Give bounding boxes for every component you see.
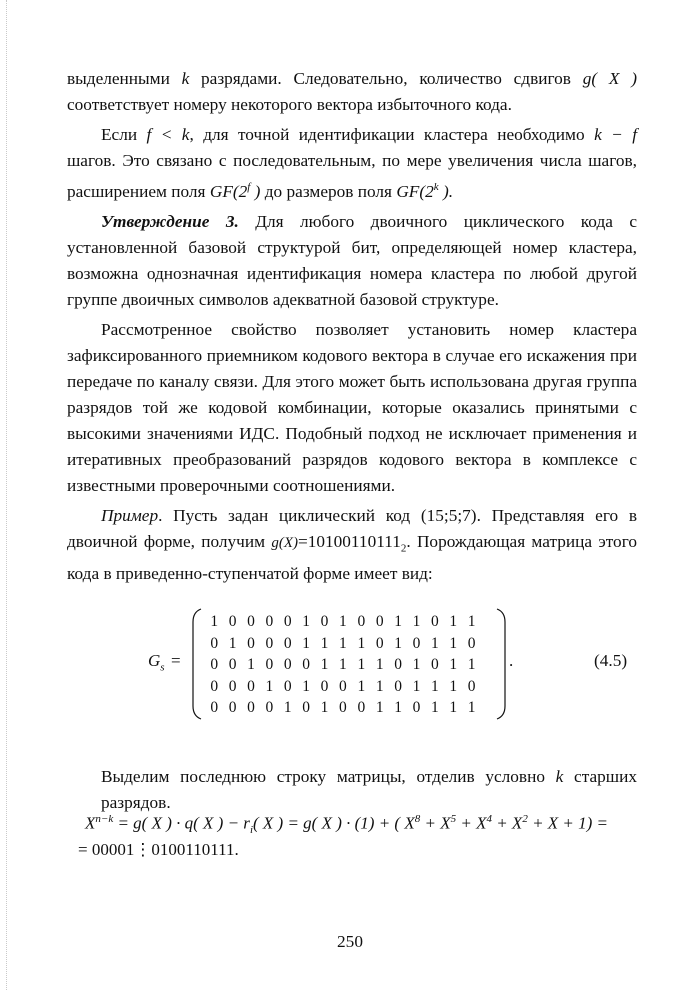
matrix-cell: 1 bbox=[302, 613, 311, 630]
matrix-cell: 1 bbox=[431, 677, 439, 695]
matrix-cell: 1 bbox=[320, 656, 329, 673]
matrix-cell: 0 bbox=[339, 699, 347, 716]
matrix-cell: 1 bbox=[412, 677, 421, 695]
matrix-cell: 1 bbox=[412, 656, 421, 673]
matrix-row bbox=[205, 634, 481, 654]
matrix-cell: 1 bbox=[449, 656, 458, 673]
matrix-cell: 1 bbox=[357, 634, 366, 652]
matrix-cell: 1 bbox=[375, 677, 384, 695]
matrix-cell: 1 bbox=[431, 699, 439, 716]
matrix-cell: 0 bbox=[431, 613, 439, 630]
matrix-cell: 0 bbox=[339, 677, 347, 695]
matrix-cell: 0 bbox=[394, 677, 402, 695]
matrix-cell: 0 bbox=[247, 677, 255, 695]
matrix-cell: 0 bbox=[283, 656, 292, 673]
matrix-cell: 1 bbox=[339, 634, 347, 652]
left-paren bbox=[191, 608, 203, 720]
page-left-edge bbox=[6, 0, 7, 990]
matrix-cell: 1 bbox=[375, 656, 384, 673]
matrix-row bbox=[205, 655, 481, 675]
matrix-cell: 0 bbox=[265, 699, 274, 716]
formula-line-2: = 00001⋮0100110111. bbox=[78, 840, 239, 859]
matrix-cell: 1 bbox=[449, 613, 458, 630]
matrix-cell: 1 bbox=[339, 613, 347, 630]
matrix-cell: 0 bbox=[320, 677, 329, 695]
paragraph-2-line-2: шагов. Это связано с последовательным, по мере увеличения числа шагов, bbox=[67, 151, 637, 170]
matrix-cell: 1 bbox=[302, 677, 311, 695]
matrix-cell: 0 bbox=[283, 634, 292, 652]
matrix-row bbox=[205, 612, 481, 632]
matrix-period: . bbox=[509, 651, 514, 670]
matrix-cell: 1 bbox=[449, 699, 458, 716]
matrix-cell: 1 bbox=[210, 613, 219, 630]
matrix-equals: = bbox=[171, 651, 181, 670]
statement-3: Утверждение 3. Для любого двоичного циклического кода с установленной базовой структурой бит, определяющей номер кластера, возможна однозначная идентификация номера кластера по любой другой группе двоичных символов адекватной базовой структуре. bbox=[67, 212, 637, 309]
right-paren bbox=[495, 608, 507, 720]
paragraph-2-line-1: Если f < k, для точной идентификации кластера необходимо k − f bbox=[101, 125, 638, 144]
equation-number: (4.5) bbox=[594, 651, 628, 670]
matrix-cell: 1 bbox=[357, 677, 366, 695]
matrix-cell: 0 bbox=[283, 613, 292, 630]
matrix-cell: 1 bbox=[283, 699, 292, 716]
matrix-cell: 0 bbox=[265, 634, 274, 652]
matrix-cell: 0 bbox=[210, 634, 219, 652]
matrix-cell: 0 bbox=[375, 634, 384, 652]
matrix-cell: 0 bbox=[228, 699, 237, 716]
matrix-row bbox=[205, 677, 481, 697]
matrix-cell: 1 bbox=[375, 699, 384, 716]
paragraph-6: Выделим последнюю строку матрицы, отделив условно k старших разрядов. bbox=[101, 767, 637, 812]
paragraph-2-line-3: расширением поля GF(2$^f$ ) до размеров поля GF(2$^k$ ). bbox=[67, 181, 454, 201]
matrix-cell: 0 bbox=[412, 699, 421, 716]
matrix-cell: 0 bbox=[228, 613, 237, 630]
matrix-cell: 0 bbox=[247, 613, 255, 630]
matrix-label: $G_s$ bbox=[148, 651, 165, 674]
statement-title: Утверждение 3. bbox=[101, 212, 239, 231]
example-title: Пример bbox=[101, 506, 159, 525]
matrix-cell: 1 bbox=[228, 634, 237, 652]
matrix-row bbox=[205, 698, 481, 718]
matrix-cell: 1 bbox=[431, 634, 439, 652]
matrix-cell: 1 bbox=[394, 613, 402, 630]
matrix-cell: 0 bbox=[375, 613, 384, 630]
matrix-cell: 0 bbox=[302, 699, 311, 716]
matrix-cell: 1 bbox=[265, 677, 274, 695]
matrix-cell: 0 bbox=[302, 656, 311, 673]
formula-line-1: $X^{n-k} = g$( X ) · q( X ) − $r_i$( X ) = g( X ) · (1) + ( $X^8 + X^5 + X^4 + X^2 + X + 1$) = bbox=[85, 813, 609, 837]
paragraph-4: Рассмотренное свойство позволяет установить номер кластера зафиксированного приемником кодового вектора в случае его искажения при передаче по каналу связи. Для этого может быть использована другая группа разрядов той же кодовой комбинации, которые оказались принятыми с высокими значениями ИДС. Подобный подход не исключает применения и итеративных преобразований разрядов кодового вектора в комплексе с известными проверочными соотношениями. bbox=[67, 320, 637, 495]
matrix-cell: 0 bbox=[265, 656, 274, 673]
matrix-cell: 0 bbox=[283, 677, 292, 695]
matrix-cell: 1 bbox=[449, 677, 458, 695]
paragraph-1-line-2: соответствует номеру некоторого вектора избыточного кода. bbox=[67, 95, 512, 114]
example-paragraph: Пример. Пусть задан циклический код (15;5;7). Представляя его в двоичной форме, получим $g(X)=10100110111_2$. Порождающая матрица этого кода в приведенно-ступенчатой форме имеет вид: bbox=[67, 506, 637, 584]
matrix-cell: 1 bbox=[394, 699, 402, 716]
matrix-cell: 0 bbox=[412, 634, 421, 652]
matrix-cell: 0 bbox=[210, 656, 219, 673]
matrix-cell: 0 bbox=[247, 699, 255, 716]
paragraph-1 bbox=[67, 66, 637, 118]
matrix-cell: 0 bbox=[431, 656, 439, 673]
matrix-cell: 1 bbox=[449, 634, 458, 652]
generator-matrix bbox=[191, 608, 507, 720]
matrix-cell: 0 bbox=[210, 699, 219, 716]
matrix-cell: 1 bbox=[467, 656, 476, 673]
matrix-cell: 1 bbox=[320, 634, 329, 652]
matrix-cell: 0 bbox=[210, 677, 219, 695]
matrix-cell: 0 bbox=[467, 634, 476, 652]
matrix-cell: 1 bbox=[247, 656, 255, 673]
matrix-cell: 0 bbox=[357, 613, 366, 630]
matrix-cell: 0 bbox=[467, 677, 476, 695]
matrix-cell: 0 bbox=[265, 613, 274, 630]
matrix-cell: 0 bbox=[320, 613, 329, 630]
field-gf-2k: GF(2$^k$ ). bbox=[396, 181, 454, 201]
paragraph-1-line-1: выделенными k разрядами. Следовательно, количество сдвигов g( X ) bbox=[67, 69, 637, 88]
matrix-cell: 1 bbox=[357, 656, 366, 673]
field-gf-2f: GF(2$^f$ ) bbox=[209, 181, 261, 201]
matrix-cell: 0 bbox=[394, 656, 402, 673]
matrix-cell: 1 bbox=[302, 634, 311, 652]
matrix-cell: 0 bbox=[228, 677, 237, 695]
matrix-cell: 1 bbox=[394, 634, 402, 652]
matrix-cell: 1 bbox=[412, 613, 421, 630]
matrix-cell: 0 bbox=[247, 634, 255, 652]
page-number: 250 bbox=[337, 932, 363, 951]
paragraph-2 bbox=[67, 122, 637, 205]
matrix-cell: 1 bbox=[320, 699, 329, 716]
matrix-cell: 1 bbox=[467, 699, 476, 716]
matrix-cell: 1 bbox=[467, 613, 476, 630]
matrix-cell: 0 bbox=[228, 656, 237, 673]
matrix-cell: 1 bbox=[339, 656, 347, 673]
matrix-cell: 0 bbox=[357, 699, 366, 716]
